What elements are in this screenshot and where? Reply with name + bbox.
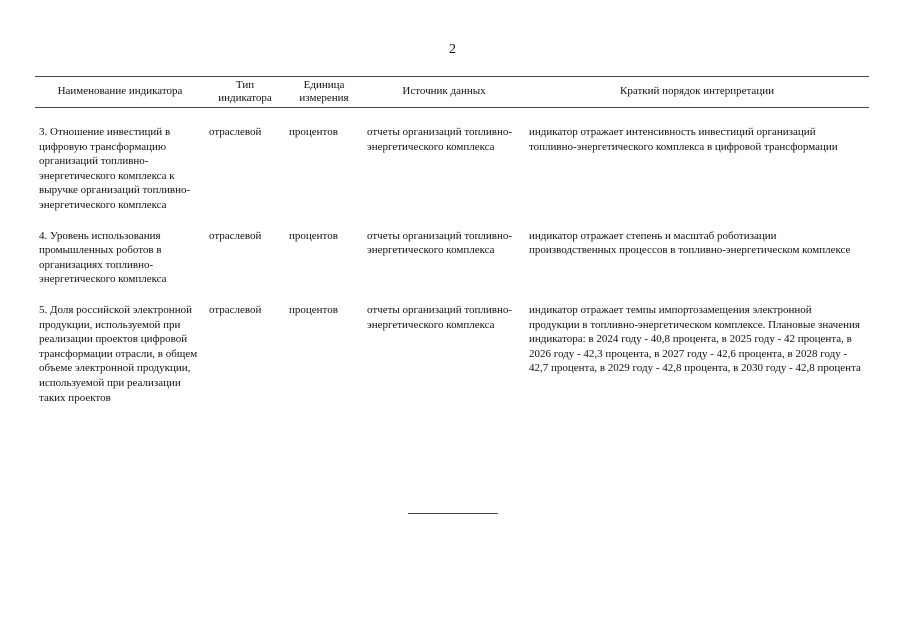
end-of-document-rule — [408, 513, 498, 514]
indicator-unit: процентов — [289, 303, 338, 316]
indicator-table — [35, 76, 869, 405]
header-indicator-name: Наименование индикатора — [35, 77, 205, 108]
indicator-unit: процентов — [289, 229, 338, 242]
indicator-source: отчеты организаций топливно-энергетического комплекса — [367, 303, 512, 331]
indicator-type: отраслевой — [209, 126, 262, 138]
header-indicator-type: Тип индикатора — [205, 77, 285, 108]
indicator-name: 5. Доля российской электронной продукции, используемой при реализации проектов цифровой трансформации отрасли, в общем объеме электронной продукции, используемой при реализации таких проектов — [39, 303, 198, 404]
indicator-name: 3. Отношение инвестиций в цифровую трансформацию организаций топливно-энергетического комплекса к выручке организаций топливно-энергетического комплекса — [39, 126, 191, 211]
header-row — [35, 77, 869, 108]
header-data-source: Источник данных — [363, 77, 525, 108]
table-header — [35, 77, 869, 108]
indicator-source: отчеты организаций топливно-энергетического комплекса — [367, 126, 512, 153]
indicator-unit: процентов — [289, 126, 338, 138]
header-interpretation: Краткий порядок интерпретации — [525, 77, 869, 108]
indicator-interpretation: индикатор отражает темпы импортозамещения электронной продукции в топливно-энергетическом комплексе. Плановые значения индикатора: в 2024 году - 40,8 процента, в 2025 году - 42 процента, в 2026 году - 42,3 процента, в 2027 году - 42,6 процента, в 2028 году - 42,7 процента, в 2029 году - 42,8 процента, в 2030 году - 42,8 процента — [529, 303, 861, 375]
table-body — [35, 108, 869, 406]
indicator-interpretation: индикатор отражает степень и масштаб роботизации производственных процессов в топливно-энергетическом комплексе — [529, 229, 851, 257]
table-row — [35, 213, 869, 287]
header-unit: Единица измерения — [285, 77, 363, 108]
table-row — [35, 287, 869, 405]
indicator-type: отраслевой — [209, 229, 262, 242]
page-number: 2 — [449, 42, 456, 57]
table-row — [35, 108, 869, 213]
indicator-interpretation: индикатор отражает интенсивность инвестиций организаций топливно-энергетического комплекса в цифровой трансформации — [529, 126, 838, 153]
indicator-type: отраслевой — [209, 303, 262, 316]
indicator-source: отчеты организаций топливно-энергетического комплекса — [367, 229, 512, 257]
indicator-name: 4. Уровень использования промышленных роботов в организациях топливно-энергетического комплекса — [39, 229, 167, 286]
